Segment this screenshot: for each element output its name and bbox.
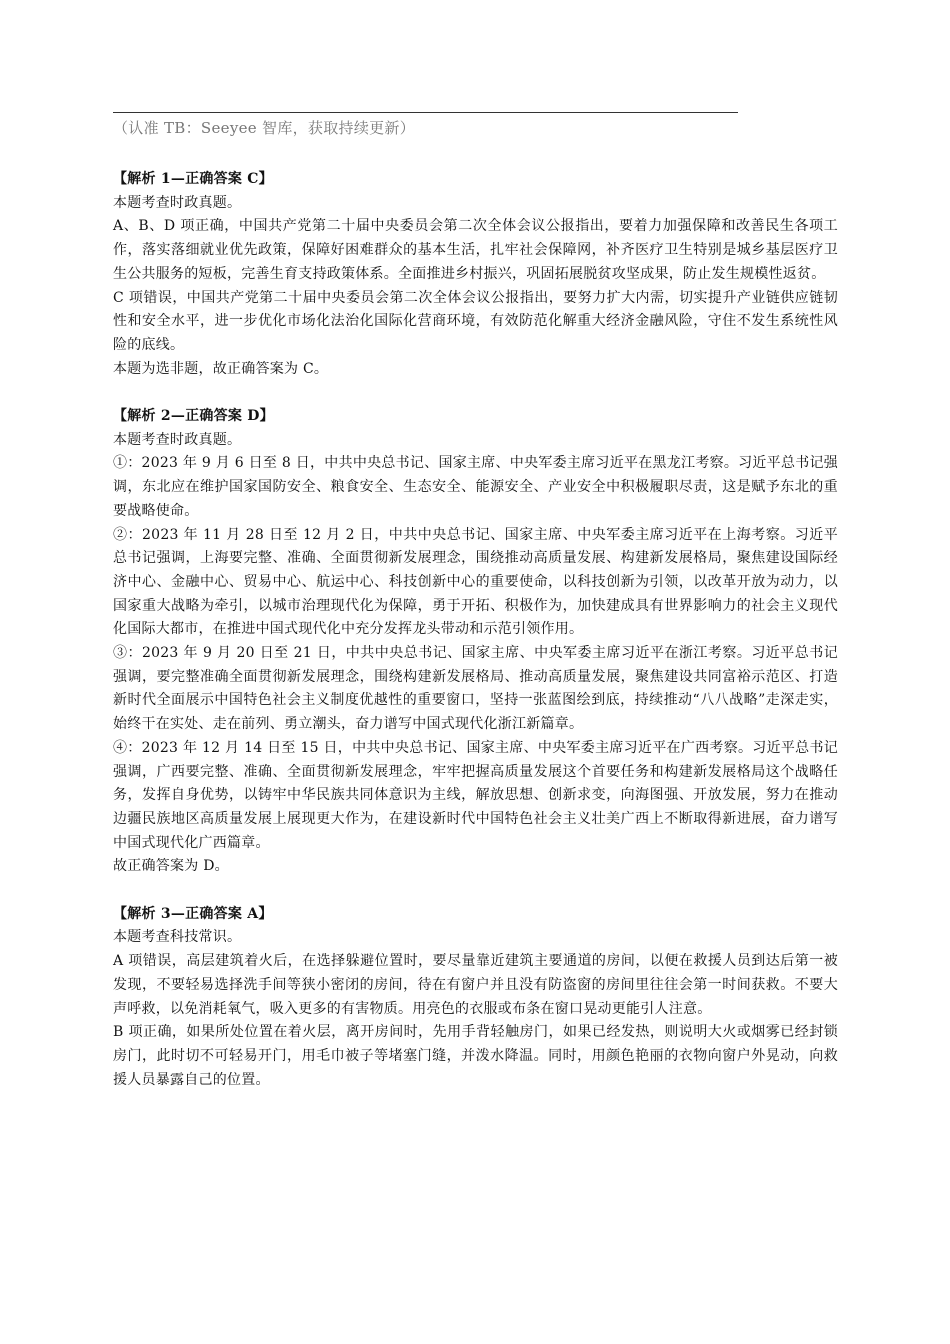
section-title: 【解析 2—正确答案 D】 [113, 408, 274, 425]
paragraph: B 项正确，如果所处位置在着火层，离开房间时，先用手背轻触房门，如果已经发热，则说明大火或烟雾已经封锁房门，此时切不可轻易开门，用毛巾被子等堵塞门缝，并泼水降温。同时，用颜色艳丽的衣物向窗户外晃动，向救援人员暴露自己的位置。 [113, 1024, 838, 1088]
paragraph: ①：2023 年 9 月 6 日至 8 日，中共中央总书记、国家主席、中央军委主席习近平在黑龙江考察。习近平总书记强调，东北应在维护国家国防安全、粮食安全、生态安全、能源安全、产业安全中积极履职尽责，这是赋予东北的重要战略使命。 [113, 455, 838, 519]
paragraph: 本题考查时政真题。 [113, 194, 242, 211]
section-title: 【解析 1—正确答案 C】 [113, 171, 273, 187]
analysis-section-1 [113, 168, 838, 381]
document-body [113, 168, 838, 1116]
paragraph: A、B、D 项正确，中国共产党第二十届中央委员会第二次全体会议公报指出，要着力加强保障和改善民生各项工作，落实落细就业优先政策，保障好困难群众的基本生活，扎牢社会保障网，补齐医疗卫生特别是城乡基层医疗卫生公共服务的短板，完善生育支持政策体系。全面推进乡村振兴，巩固拓展脱贫攻坚成果，防止发生规模性返贫。 [113, 218, 838, 282]
paragraph: C 项错误，中国共产党第二十届中央委员会第二次全体会议公报指出，要努力扩大内需，切实提升产业链供应链韧性和安全水平，进一步优化市场化法治化国际化营商环境，有效防范化解重大经济金融风险，守住不发生系统性风险的底线。 [113, 289, 838, 353]
paragraph: 本题考查科技常识。 [113, 929, 242, 946]
paragraph: ②：2023 年 11 月 28 日至 12 月 2 日，中共中央总书记、国家主席、中央军委主席习近平在上海考察。习近平总书记强调，上海要完整、准确、全面贯彻新发展理念，围绕推动高质量发展、构建新发展格局，聚焦建设国际经济中心、金融中心、贸易中心、航运中心、科技创新中心的重要使命，以科技创新为引领，以改革开放为动力，以国家重大战略为牵引，以城市治理现代化为保障，勇于开拓、积极作为，加快建成具有世界影响力的社会主义现代化国际大都市，在推进中国式现代化中充分发挥龙头带动和示范引领作用。 [113, 526, 838, 638]
header-rule [113, 112, 738, 113]
paragraph: ③：2023 年 9 月 20 日至 21 日，中共中央总书记、国家主席、中央军委主席习近平在浙江考察。习近平总书记强调，要完整准确全面贯彻新发展理念，围绕构建新发展格局、推动高质量发展，聚焦建设共同富裕示范区、打造新时代全面展示中国特色社会主义制度优越性的重要窗口，坚持一张蓝图绘到底，持续推动“八八战略”走深走实，始终干在实处、走在前列、勇立潮头，奋力谱写中国式现代化浙江新篇章。 [113, 645, 838, 733]
paragraph: 本题考查时政真题。 [113, 431, 242, 448]
paragraph: 故正确答案为 D。 [113, 858, 229, 875]
analysis-section-3 [113, 903, 838, 1093]
section-title: 【解析 3—正确答案 A】 [113, 905, 273, 922]
paragraph: A 项错误，高层建筑着火后，在选择躲避位置时，要尽量靠近建筑主要通道的房间，以便在救援人员到达后第一被发现，不要轻易选择洗手间等狭小密闭的房间，待在有窗户并且没有防盗窗的房间里往往会第一时间获救。不要大声呼救，以免消耗氧气，吸入更多的有害物质。用亮色的衣服或布条在窗口晃动更能引人注意。 [113, 953, 838, 1017]
paragraph: 本题为选非题，故正确答案为 C。 [113, 360, 329, 377]
paragraph: ④：2023 年 12 月 14 日至 15 日，中共中央总书记、国家主席、中央军委主席习近平在广西考察。习近平总书记强调，广西要完整、准确、全面贯彻新发展理念，牢牢把握高质量发展这个首要任务和构建新发展格局这个战略任务，发挥自身优势，以铸牢中华民族共同体意识为主线，解放思想、创新求变，向海图强、开放发展，努力在推动边疆民族地区高质量发展上展现更大作为，在建设新时代中国特色社会主义壮美广西上不断取得新进展，奋力谱写中国式现代化广西篇章。 [113, 739, 838, 851]
header-note: （认准 TB：Seeyee 智库，获取持续更新） [113, 119, 416, 137]
analysis-section-2 [113, 405, 838, 879]
